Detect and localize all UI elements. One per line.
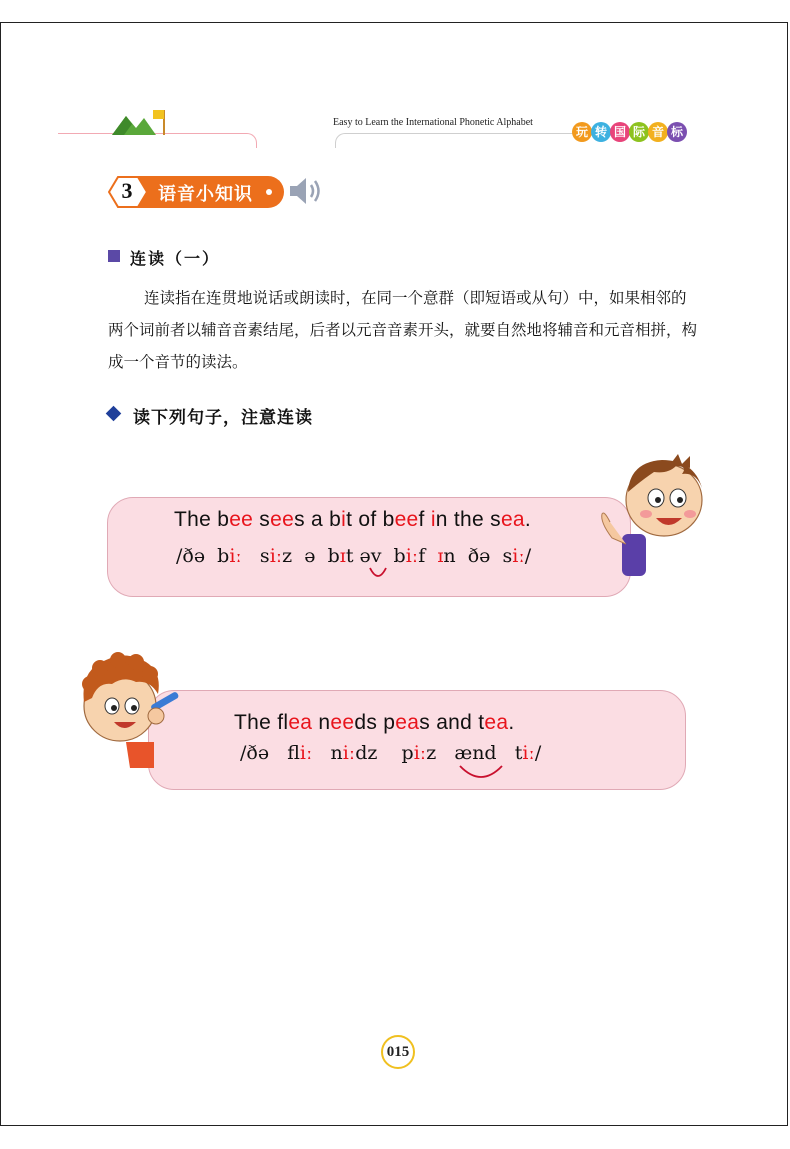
text-segment: z ə b: [282, 545, 340, 567]
text-segment: The fl: [234, 711, 289, 734]
highlighted-sound: ɪ: [437, 545, 444, 567]
highlighted-sound: iː: [413, 742, 427, 764]
text-segment: t əv b: [345, 545, 406, 567]
highlighted-sound: ee: [330, 711, 355, 734]
series-title: [572, 122, 686, 142]
text-segment: s: [253, 508, 271, 531]
text-segment: /ðə b: [176, 545, 230, 567]
series-char: 转: [591, 122, 611, 142]
highlighted-sound: ea: [288, 711, 313, 734]
highlighted-sound: iː: [299, 742, 313, 764]
highlighted-sound: ɪ: [339, 545, 346, 567]
highlighted-sound: ea: [500, 508, 525, 531]
boy-with-pen-illustration: [76, 650, 186, 770]
section-title: 语音小知识: [158, 184, 253, 205]
sentence-bubble-2: [148, 690, 686, 790]
text-segment: .: [524, 508, 532, 531]
topic-paragraph: [108, 282, 698, 378]
highlighted-sound: ee: [229, 508, 254, 531]
text-segment: n: [312, 742, 343, 764]
text-segment: The b: [174, 508, 230, 531]
sentence-1: [174, 508, 531, 532]
text-segment: /: [524, 545, 532, 567]
text-segment: /: [534, 742, 542, 764]
highlighted-sound: iː: [512, 545, 525, 567]
text-segment: n the s: [435, 508, 501, 531]
series-char: 际: [629, 122, 649, 142]
sentence-2: [234, 711, 515, 735]
text-segment: s a b: [294, 508, 342, 531]
mountain-flag-icon: [112, 108, 174, 136]
linking-mark: [368, 566, 388, 580]
highlighted-sound: i: [341, 508, 347, 531]
header-subtitle: Easy to Learn the International Phonetic Alphabet: [333, 117, 533, 128]
highlighted-sound: iː: [229, 545, 242, 567]
header-rule-right: [335, 133, 581, 148]
text-segment: z ænd t: [426, 742, 523, 764]
highlighted-sound: ee: [270, 508, 295, 531]
text-segment: t of b: [346, 508, 395, 531]
series-char: 标: [667, 122, 687, 142]
highlighted-sound: i: [430, 508, 436, 531]
highlighted-sound: iː: [522, 742, 535, 764]
exercise-instruction: 读下列句子，注意连读: [133, 408, 313, 428]
highlighted-sound: ee: [394, 508, 419, 531]
text-segment: n: [312, 711, 331, 734]
linking-mark: [458, 764, 504, 782]
text-segment: /ðə fl: [240, 742, 300, 764]
text-segment: s: [241, 545, 270, 567]
speaker-icon[interactable]: [288, 176, 324, 206]
highlighted-sound: ea: [484, 711, 509, 734]
text-segment: .: [508, 711, 515, 734]
series-char: 玩: [572, 122, 592, 142]
section-number: 3: [121, 178, 133, 203]
highlighted-sound: iː: [342, 742, 356, 764]
text-segment: f: [418, 545, 438, 567]
series-char: 音: [648, 122, 668, 142]
text-segment: ds p: [354, 711, 396, 734]
text-segment: s and t: [419, 711, 485, 734]
highlighted-sound: iː: [269, 545, 283, 567]
text-segment: n ðə s: [443, 545, 513, 567]
paragraph-text: 连读指在连贯地说话或朗读时，在同一个意群（即短语或从句）中，如果相邻的两个词前者以辅音音素结尾，后者以元音音素开头，就要自然地将辅音和元音相拼，构成一个音节的读法。: [108, 289, 698, 371]
heading-marker: [108, 250, 120, 262]
page-number: 015: [381, 1035, 415, 1069]
waving-boy-illustration: [598, 452, 708, 577]
series-char: 国: [610, 122, 630, 142]
text-segment: f: [418, 508, 431, 531]
highlighted-sound: iː: [405, 545, 419, 567]
ipa-2: [240, 742, 541, 764]
text-segment: dz p: [355, 742, 414, 764]
highlighted-sound: ea: [395, 711, 420, 734]
ipa-1: [176, 545, 531, 567]
topic-heading: 连读（一）: [130, 249, 221, 268]
